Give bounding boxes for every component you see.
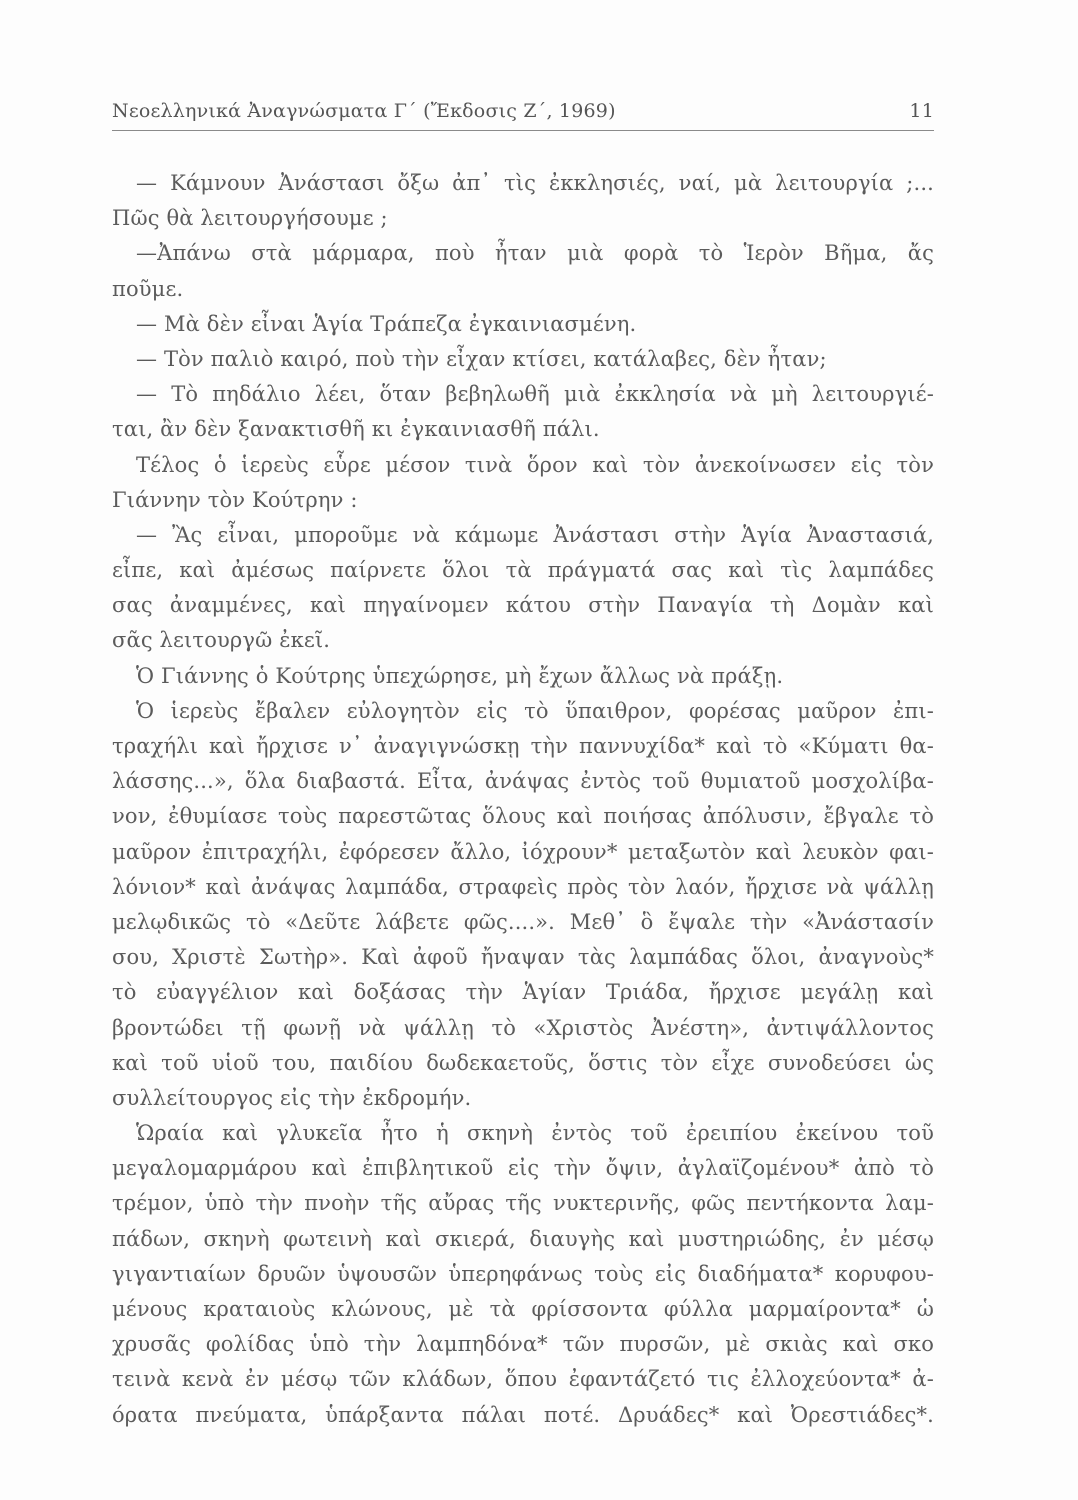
text-line: τὸ εὐαγγέλιον καὶ δοξάσας τὴν Ἁγίαν Τριάδα, ἤρχισε μεγάλῃ καὶ bbox=[112, 980, 934, 1005]
text-line: Ὡραία καὶ γλυκεῖα ἦτο ἡ σκηνὴ ἐντὸς τοῦ ἐρειπίου ἐκείνου τοῦ bbox=[136, 1121, 934, 1146]
text-line: —Ἀπάνω στὰ μάρμαρα, ποὺ ἦταν μιὰ φορὰ τὸ Ἱερὸν Βῆμα, ἄς bbox=[136, 241, 934, 266]
body-text bbox=[112, 166, 934, 1433]
text-line: Πῶς θὰ λειτουργήσουμε ; bbox=[112, 206, 388, 231]
running-header bbox=[112, 96, 934, 131]
text-line: λάσσης...», ὅλα διαβαστά. Εἶτα, ἀνάψας ἐντὸς τοῦ θυμιατοῦ μοσχολίβα- bbox=[112, 769, 934, 794]
text-line: μένους κραταιοὺς κλώνους, μὲ τὰ φρίσσοντα φύλλα μαρμαίροντα* ὡ bbox=[112, 1297, 934, 1321]
text-line: — Τὸν παλιὸ καιρό, ποὺ τὴν εἶχαν κτίσει, κατάλαβες, δὲν ἦταν; bbox=[136, 346, 827, 371]
header-title: Νεοελληνικά Ἀναγνώσματα Γ΄ (Ἔκδοσις Ζ΄, 1969) bbox=[112, 100, 616, 122]
text-line: τραχήλι καὶ ἤρχισε ν᾽ ἀναγιγνώσκῃ τὴν παννυχίδα* καὶ τὸ «Κύματι θα- bbox=[112, 734, 934, 758]
text-line: βροντώδει τῇ φωνῇ νὰ ψάλλῃ τὸ «Χριστὸς Ἀνέστη», ἀντιψάλλοντος bbox=[112, 1015, 934, 1040]
text-line: γιγαντιαίων δρυῶν ὑψουσῶν ὑπερηφάνως τοὺς εἰς διαδήματα* κορυφου- bbox=[112, 1261, 934, 1286]
text-line: χρυσᾶς φολίδας ὑπὸ τὴν λαμπηδόνα* τῶν πυρσῶν, μὲ σκιὰς καὶ σκο bbox=[112, 1332, 934, 1357]
text-line: πάδων, σκηνὴ φωτεινὴ καὶ σκιερά, διαυγὴς καὶ μυστηριώδης, ἐν μέσῳ bbox=[112, 1226, 934, 1251]
text-line: Γιάννην τὸν Κούτρην : bbox=[112, 487, 358, 512]
text-line: μεγαλομαρμάρου καὶ ἐπιβλητικοῦ εἰς τὴν ὄψιν, ἀγλαϊζομένου* ἀπὸ τὸ bbox=[112, 1156, 934, 1181]
text-line: τρέμον, ὑπὸ τὴν πνοὴν τῆς αὔρας τῆς νυκτερινῆς, φῶς πεντήκοντα λαμ- bbox=[112, 1191, 934, 1216]
text-line: μαῦρον ἐπιτραχήλι, ἐφόρεσεν ἄλλο, ἰόχρουν* μεταξωτὸν καὶ λευκὸν φαι- bbox=[112, 839, 934, 864]
text-line: μελῳδικῶς τὸ «Δεῦτε λάβετε φῶς....». Μεθ᾽ ὃ ἔψαλε τὴν «Ἀνάστασίν bbox=[112, 909, 934, 934]
text-line: ποῦμε. bbox=[112, 276, 184, 301]
text-line: σᾶς λειτουργῶ ἐκεῖ. bbox=[112, 628, 331, 653]
text-line: εἶπε, καὶ ἀμέσως παίρνετε ὅλοι τὰ πράγματά σας καὶ τὶς λαμπάδες bbox=[112, 558, 934, 583]
text-line: καὶ τοῦ υἱοῦ του, παιδίου δωδεκαετοῦς, ὅστις τὸν εἶχε συνοδεύσει ὡς bbox=[112, 1050, 934, 1075]
text-line: τεινὰ κενὰ ἐν μέσῳ τῶν κλάδων, ὅπου ἐφαντάζετό τις ἐλλοχεύοντα* ἀ- bbox=[112, 1367, 934, 1392]
text-line: — Μὰ δὲν εἶναι Ἁγία Τράπεζα ἐγκαινιασμένη. bbox=[136, 311, 637, 336]
text-line: νον, ἐθυμίασε τοὺς παρεστῶτας ὅλους καὶ ποιήσας ἀπόλυσιν, ἔβγαλε τὸ bbox=[112, 804, 934, 829]
page-number: 11 bbox=[909, 100, 934, 122]
text-line: Ὁ Γιάννης ὁ Κούτρης ὑπεχώρησε, μὴ ἔχων ἄλλως νὰ πράξῃ. bbox=[136, 663, 784, 688]
text-line: σας ἀναμμένες, καὶ πηγαίνομεν κάτου στὴν Παναγία τὴ Δομὰν καὶ bbox=[112, 593, 934, 618]
text-line: λόνιον* καὶ ἀνάψας λαμπάδα, στραφεὶς πρὸς τὸν λαόν, ἤρχισε νὰ ψάλλῃ bbox=[112, 874, 934, 899]
text-line: — Κάμνουν Ἀνάστασι ὄξω ἀπ᾽ τὶς ἐκκλησιές, ναί, μὰ λειτουργία ;... bbox=[136, 171, 934, 195]
text-line: όρατα πνεύματα, ὑπάρξαντα πάλαι ποτέ. Δρυάδες* καὶ Ὀρεστιάδες*. bbox=[112, 1402, 934, 1427]
text-line: ται, ἂν δὲν ξανακτισθῆ κι ἐγκαινιασθῆ πάλι. bbox=[112, 417, 600, 442]
text-line: συλλείτουργος εἰς τὴν ἐκδρομήν. bbox=[112, 1085, 472, 1110]
text-line: Ὁ ἱερεὺς ἔβαλεν εὐλογητὸν εἰς τὸ ὕπαιθρον, φορέσας μαῦρον ἐπι- bbox=[136, 698, 934, 723]
text-line: σου, Χριστὲ Σωτὴρ». Καὶ ἀφοῦ ἤναψαν τὰς λαμπάδας ὅλοι, ἀναγνοὺς* bbox=[112, 945, 934, 970]
text-line: — Ἂς εἶναι, μποροῦμε νὰ κάμωμε Ἀνάστασι στὴν Ἁγία Ἀναστασιά, bbox=[136, 522, 934, 547]
text-line: Τέλος ὁ ἱερεὺς εὗρε μέσον τινὰ ὅρον καὶ τὸν ἀνεκοίνωσεν εἰς τὸν bbox=[136, 452, 934, 477]
text-line: — Τὸ πηδάλιο λέει, ὅταν βεβηλωθῆ μιὰ ἐκκλησία νὰ μὴ λειτουργιέ- bbox=[136, 382, 934, 407]
